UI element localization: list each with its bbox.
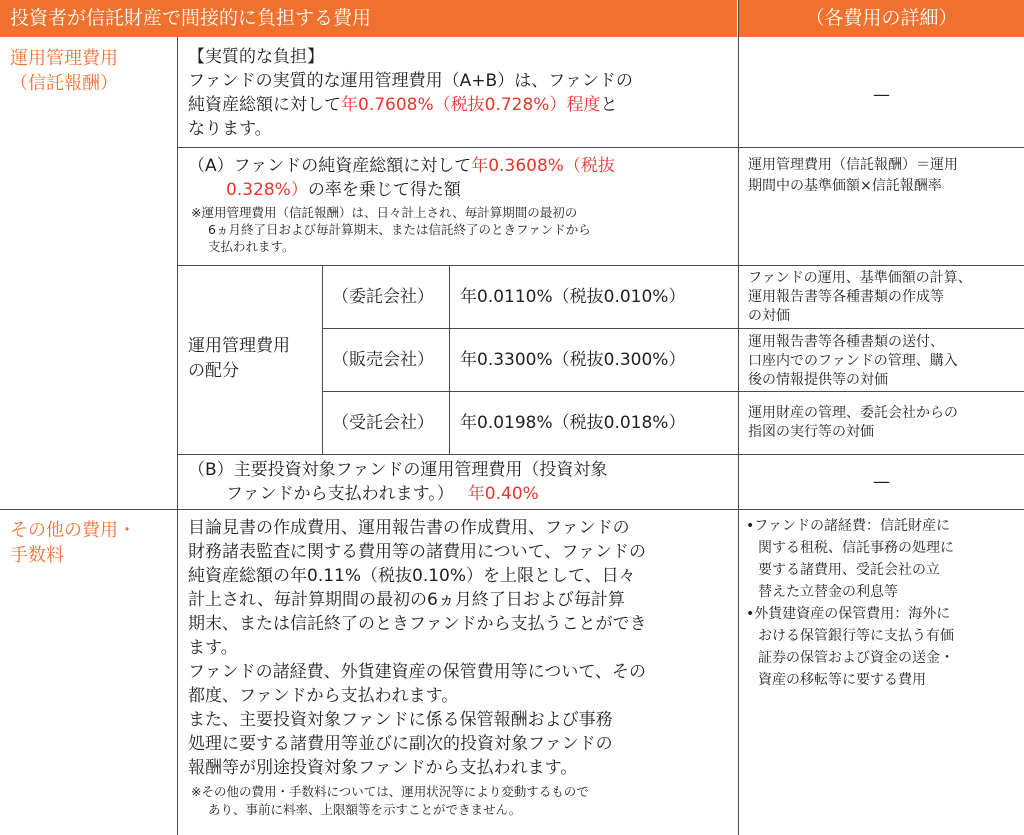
- real-burden-line: ファンドの実質的な運用管理費用（A+B）は、ファンドの: [188, 71, 633, 91]
- other-fees-body: また、主要投資対象ファンドに係る保管報酬および事務: [188, 710, 613, 730]
- other-fees-note: あり、事前に料率、上限額等を示すことができません。: [208, 802, 522, 817]
- allocation-rate: 年0.0198%（税抜0.018%）: [460, 413, 686, 433]
- category-other-fees-sub: 手数料: [10, 545, 64, 566]
- fee-a-line: [188, 155, 615, 177]
- other-fees-detail: 関する租税、信託事務の処理に: [758, 540, 954, 556]
- fee-a-rate: 0.328%）: [226, 180, 308, 200]
- allocation-label: 運用管理費用: [188, 336, 290, 356]
- grid-line: [322, 265, 323, 454]
- allocation-detail: 運用報告書等各種書類の送付、: [748, 334, 944, 350]
- other-fees-detail: 証券の保管および資金の送金・: [758, 650, 954, 666]
- fee-a-rate: 年0.3608%（税抜: [471, 156, 615, 176]
- allocation-detail: 運用報告書等各種書類の作成等: [748, 289, 944, 305]
- fee-b-line: [226, 483, 539, 505]
- grid-line: [177, 37, 178, 835]
- fee-a-line: [226, 179, 461, 201]
- other-fees-body: 処理に要する諸費用等並びに副次的投資対象ファンドの: [188, 734, 613, 754]
- other-fees-detail: •ファンドの諸経費：信託財産に: [746, 518, 950, 534]
- grid-line: [177, 265, 1024, 266]
- allocation-detail: 口座内でのファンドの管理、購入: [748, 353, 958, 369]
- allocation-detail: 運用財産の管理、委託会社からの: [748, 405, 958, 421]
- real-burden-line: [188, 94, 617, 116]
- fee-a-note: ※運用管理費用（信託報酬）は、日々計上され、毎計算期間の最初の: [191, 205, 578, 220]
- detail-dash: —: [873, 472, 890, 492]
- table-header-title: 投資者が信託財産で間接的に負担する費用: [0, 0, 737, 37]
- allocation-detail: の対価: [748, 308, 790, 324]
- fee-a-text: の率を乗じて得た額: [307, 180, 461, 200]
- allocation-party: （受託会社）: [332, 413, 434, 433]
- other-fees-body: 純資産総額の年0.11%（税抜0.10%）を上限として、日々: [188, 566, 636, 586]
- other-fees-detail: 要する諸費用、受託会社の立: [758, 562, 940, 578]
- grid-line: [177, 454, 1024, 455]
- allocation-detail: ファンドの運用、基準価額の計算、: [748, 270, 972, 286]
- fee-b-line: （B）主要投資対象ファンドの運用管理費用（投資対象: [188, 460, 608, 480]
- other-fees-body: 計上され、毎計算期間の最初の6ヵ月終了日および毎計算: [188, 590, 625, 610]
- other-fees-body: 都度、ファンドから支払われます。: [188, 686, 459, 706]
- allocation-rate: 年0.0110%（税抜0.010%）: [460, 287, 686, 307]
- grid-line: [177, 147, 1024, 148]
- fee-a-detail: 運用管理費用（信託報酬）＝運用: [748, 157, 958, 173]
- allocation-label: の配分: [188, 361, 239, 381]
- other-fees-detail: 資産の移転等に要する費用: [758, 672, 926, 688]
- other-fees-body: ファンドの諸経費、外貨建資産の保管費用等について、その: [188, 662, 646, 682]
- allocation-party: （委託会社）: [332, 287, 434, 307]
- fee-a-note: 支払われます。: [208, 239, 295, 254]
- allocation-rate: 年0.3300%（税抜0.300%）: [460, 350, 686, 370]
- category-management-fee: 運用管理費用: [10, 48, 118, 69]
- fee-a-note: 6ヵ月終了日および毎計算期末、または信託終了のときファンドから: [208, 222, 591, 237]
- real-burden-text: と: [600, 95, 618, 115]
- other-fees-detail: 替えた立替金の利息等: [758, 584, 898, 600]
- real-burden-text: 純資産総額に対して: [188, 95, 341, 115]
- category-other-fees: その他の費用・: [10, 520, 136, 541]
- category-management-fee-sub: （信託報酬）: [10, 73, 118, 94]
- fee-a-text: （A）ファンドの純資産総額に対して: [188, 156, 472, 176]
- grid-line: [322, 328, 1024, 329]
- grid-line: [449, 265, 450, 454]
- allocation-detail: 指図の実行等の対価: [748, 424, 874, 440]
- total-fee-rate: 年0.7608%（税抜0.728%）程度: [341, 95, 601, 115]
- fee-a-detail: 期間中の基準価額×信託報酬率: [748, 178, 942, 194]
- other-fees-body: 財務諸表監査に関する費用等の諸費用について、ファンドの: [188, 542, 646, 562]
- other-fees-body: 報酬等が別途投資対象ファンドから支払われます。: [188, 758, 578, 778]
- real-burden-line: なります。: [188, 119, 272, 139]
- other-fees-body: 目論見書の作成費用、運用報告書の作成費用、ファンドの: [188, 518, 630, 538]
- grid-line: [0, 509, 1024, 510]
- other-fees-detail: •外貨建資産の保管費用：海外に: [746, 606, 951, 622]
- real-burden-heading: 【実質的な負担】: [188, 47, 324, 67]
- grid-line: [322, 391, 1024, 392]
- fee-b-text: ファンドから支払われます。）: [226, 484, 454, 504]
- other-fees-detail: おける保管銀行等に支払う有価: [758, 628, 954, 644]
- detail-dash: —: [873, 85, 890, 105]
- other-fees-body: ます。: [188, 638, 238, 658]
- allocation-detail: 後の情報提供等の対価: [748, 372, 888, 388]
- allocation-party: （販売会社）: [332, 350, 434, 370]
- table-header-details: （各費用の詳細）: [739, 0, 1024, 37]
- other-fees-note: ※その他の費用・手数料については、運用状況等により変動するもので: [191, 784, 589, 799]
- grid-line: [738, 0, 739, 835]
- fee-b-rate: 年0.40%: [467, 484, 539, 504]
- other-fees-body: 期末、または信託終了のときファンドから支払うことができ: [188, 614, 647, 634]
